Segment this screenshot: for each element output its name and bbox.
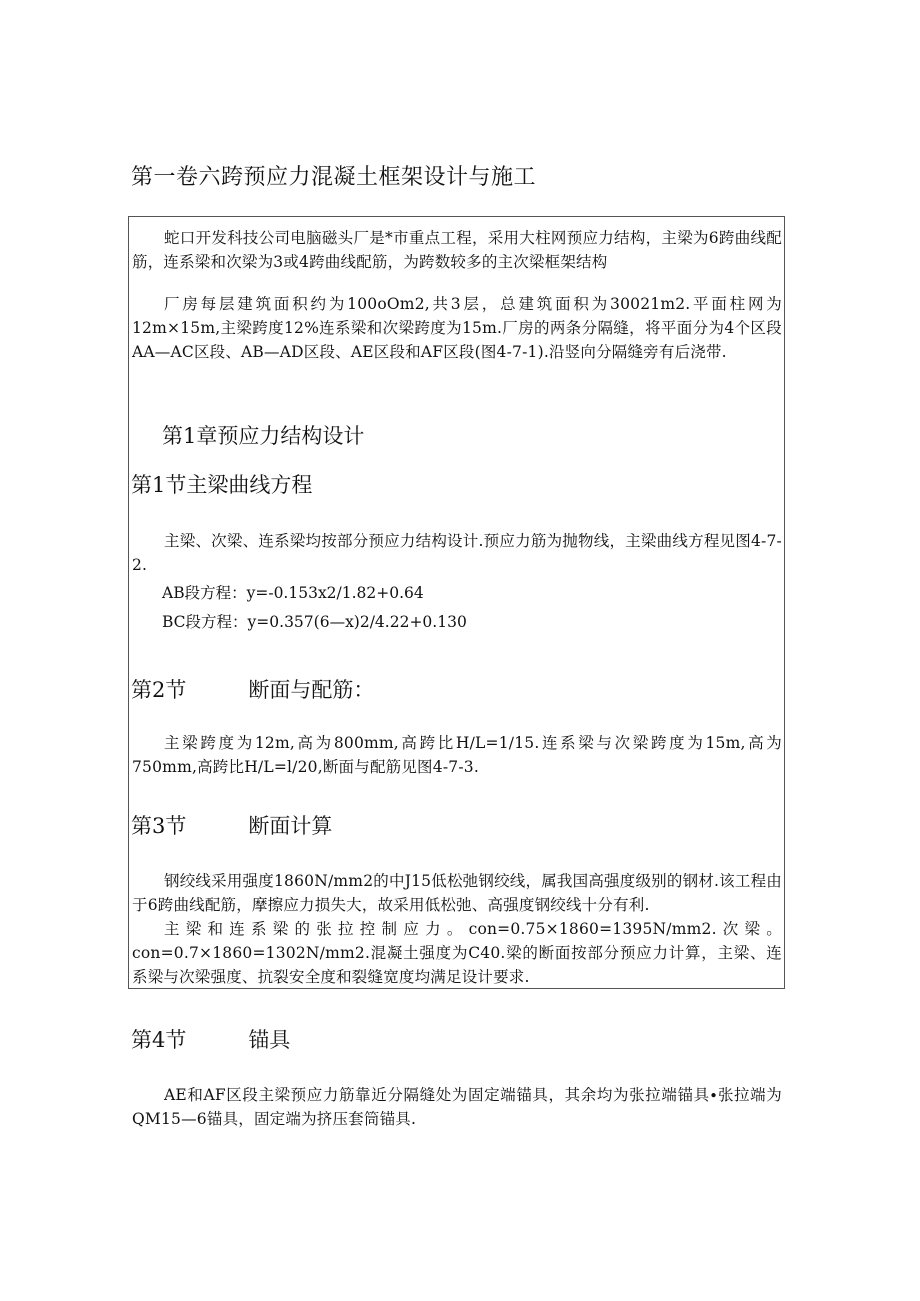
section-1-paragraph: 主梁、次梁、连系梁均按部分预应力结构设计.预应力筋为抛物线，主梁曲线方程见图4-7-2. [132,532,782,574]
section-2-title: 断面与配筋： [248,678,375,702]
section-1-heading [131,469,312,499]
equation-ab: AB段方程：y=-0.153x2/1.82+0.64 [162,584,424,602]
section-3-paragraph-1: 钢绞线采用强度1860N∕mm2的中J15低松弛钢绞线，属我国高强度级别的钢材.该工程由于6跨曲线配筋，摩擦应力损失大，故采用低松弛、高强度钢绞线十分有利. [132,872,782,914]
section-1-number: 第1节 [131,473,187,497]
equation-bc: BC段方程：y=0.357(6—x)2/4.22+0.130 [162,613,467,631]
intro-paragraph-1: 蛇口开发科技公司电脑磁头厂是*市重点工程，采用大柱网预应力结构，主梁为6跨曲线配筋，连系梁和次梁为3或4跨曲线配筋，为跨数较多的主次梁框架结构 [132,229,782,271]
section-1-title: 主梁曲线方程 [186,473,313,497]
section-2-heading [131,674,374,704]
section-2-paragraph: 主梁跨度为12m,高为800mm,高跨比H∕L=1∕15.连系梁与次梁跨度为15m,高为750mm,高跨比H∕L=l∕20,断面与配筋见图4-7-3. [132,734,782,776]
intro-paragraph-2: 厂房每层建筑面积约为100oOm2,共3层，总建筑面积为30021m2.平面柱网为12m×15m,主梁跨度12%连系梁和次梁跨度为15m.厂房的两条分隔缝，将平面分为4个区段AA—AC区段、AB—AD区段、AE区段和AF区段(图4-7-1).沿竖向分隔缝旁有后浇带. [132,295,782,361]
section-3-paragraph-2: 主梁和连系梁的张拉控制应力。con=0.75×1860=1395N∕mm2.次梁。con=0.7×1860=1302N∕mm2.混凝土强度为C40.梁的断面按部分预应力计算，主梁、连系梁与次梁强度、抗裂安全度和裂缝宽度均满足设计要求. [132,920,782,986]
section-4-heading [131,1024,290,1054]
section-3-heading [131,810,332,840]
section-3-number: 第3节 [131,814,187,838]
volume-title: 第一卷六跨预应力混凝土框架设计与施工 [131,165,537,190]
section-4-title: 锚具 [248,1028,291,1052]
section-4-paragraph: AE和AF区段主梁预应力筋靠近分隔缝处为固定端锚具，其余均为张拉端锚具∙张拉端为QM15—6锚具，固定端为挤压套筒锚具. [132,1086,782,1128]
section-4-number: 第4节 [131,1028,187,1052]
chapter-1-title: 第1章预应力结构设计 [162,424,365,448]
section-2-number: 第2节 [131,678,187,702]
section-3-title: 断面计算 [248,814,333,838]
